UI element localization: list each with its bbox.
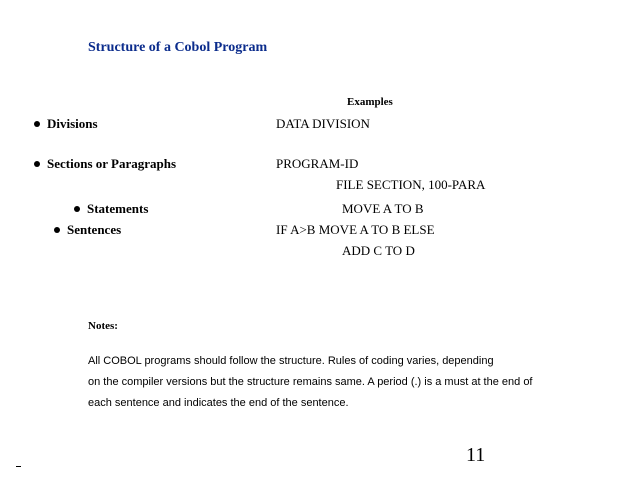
bullet-icon xyxy=(74,206,80,212)
notes-line: each sentence and indicates the end of the sentence. xyxy=(88,397,349,409)
bullet-label: Statements xyxy=(87,201,149,216)
example-sentences: IF A>B MOVE A TO B ELSE xyxy=(276,222,435,237)
notes-line: All COBOL programs should follow the structure. Rules of coding varies, depending xyxy=(88,355,494,367)
bullet-label: Divisions xyxy=(47,116,98,131)
notes-line: on the compiler versions but the structure remains same. A period (.) is a must at the end of xyxy=(88,376,533,388)
bullet-item-statements xyxy=(74,201,148,217)
corner-mark xyxy=(16,466,21,467)
bullet-label: Sections or Paragraphs xyxy=(47,156,177,171)
example-sections-2: FILE SECTION, 100-PARA xyxy=(336,177,486,192)
notes-title: Notes: xyxy=(88,320,118,332)
bullet-icon xyxy=(54,227,60,233)
bullet-label: Sentences xyxy=(67,222,122,237)
bullet-item-sentences xyxy=(54,222,121,238)
slide-title: Structure of a Cobol Program xyxy=(88,40,268,55)
example-statements: MOVE A TO B xyxy=(342,201,424,216)
page-number: 11 xyxy=(466,444,486,466)
bullet-item-sections xyxy=(34,156,176,172)
bullet-icon xyxy=(34,161,40,167)
example-sentences-2: ADD C TO D xyxy=(342,243,415,258)
examples-heading: Examples xyxy=(347,96,393,108)
bullet-icon xyxy=(34,121,40,127)
example-divisions: DATA DIVISION xyxy=(276,116,370,131)
bullet-item-divisions xyxy=(34,116,98,132)
example-sections: PROGRAM-ID xyxy=(276,156,359,171)
